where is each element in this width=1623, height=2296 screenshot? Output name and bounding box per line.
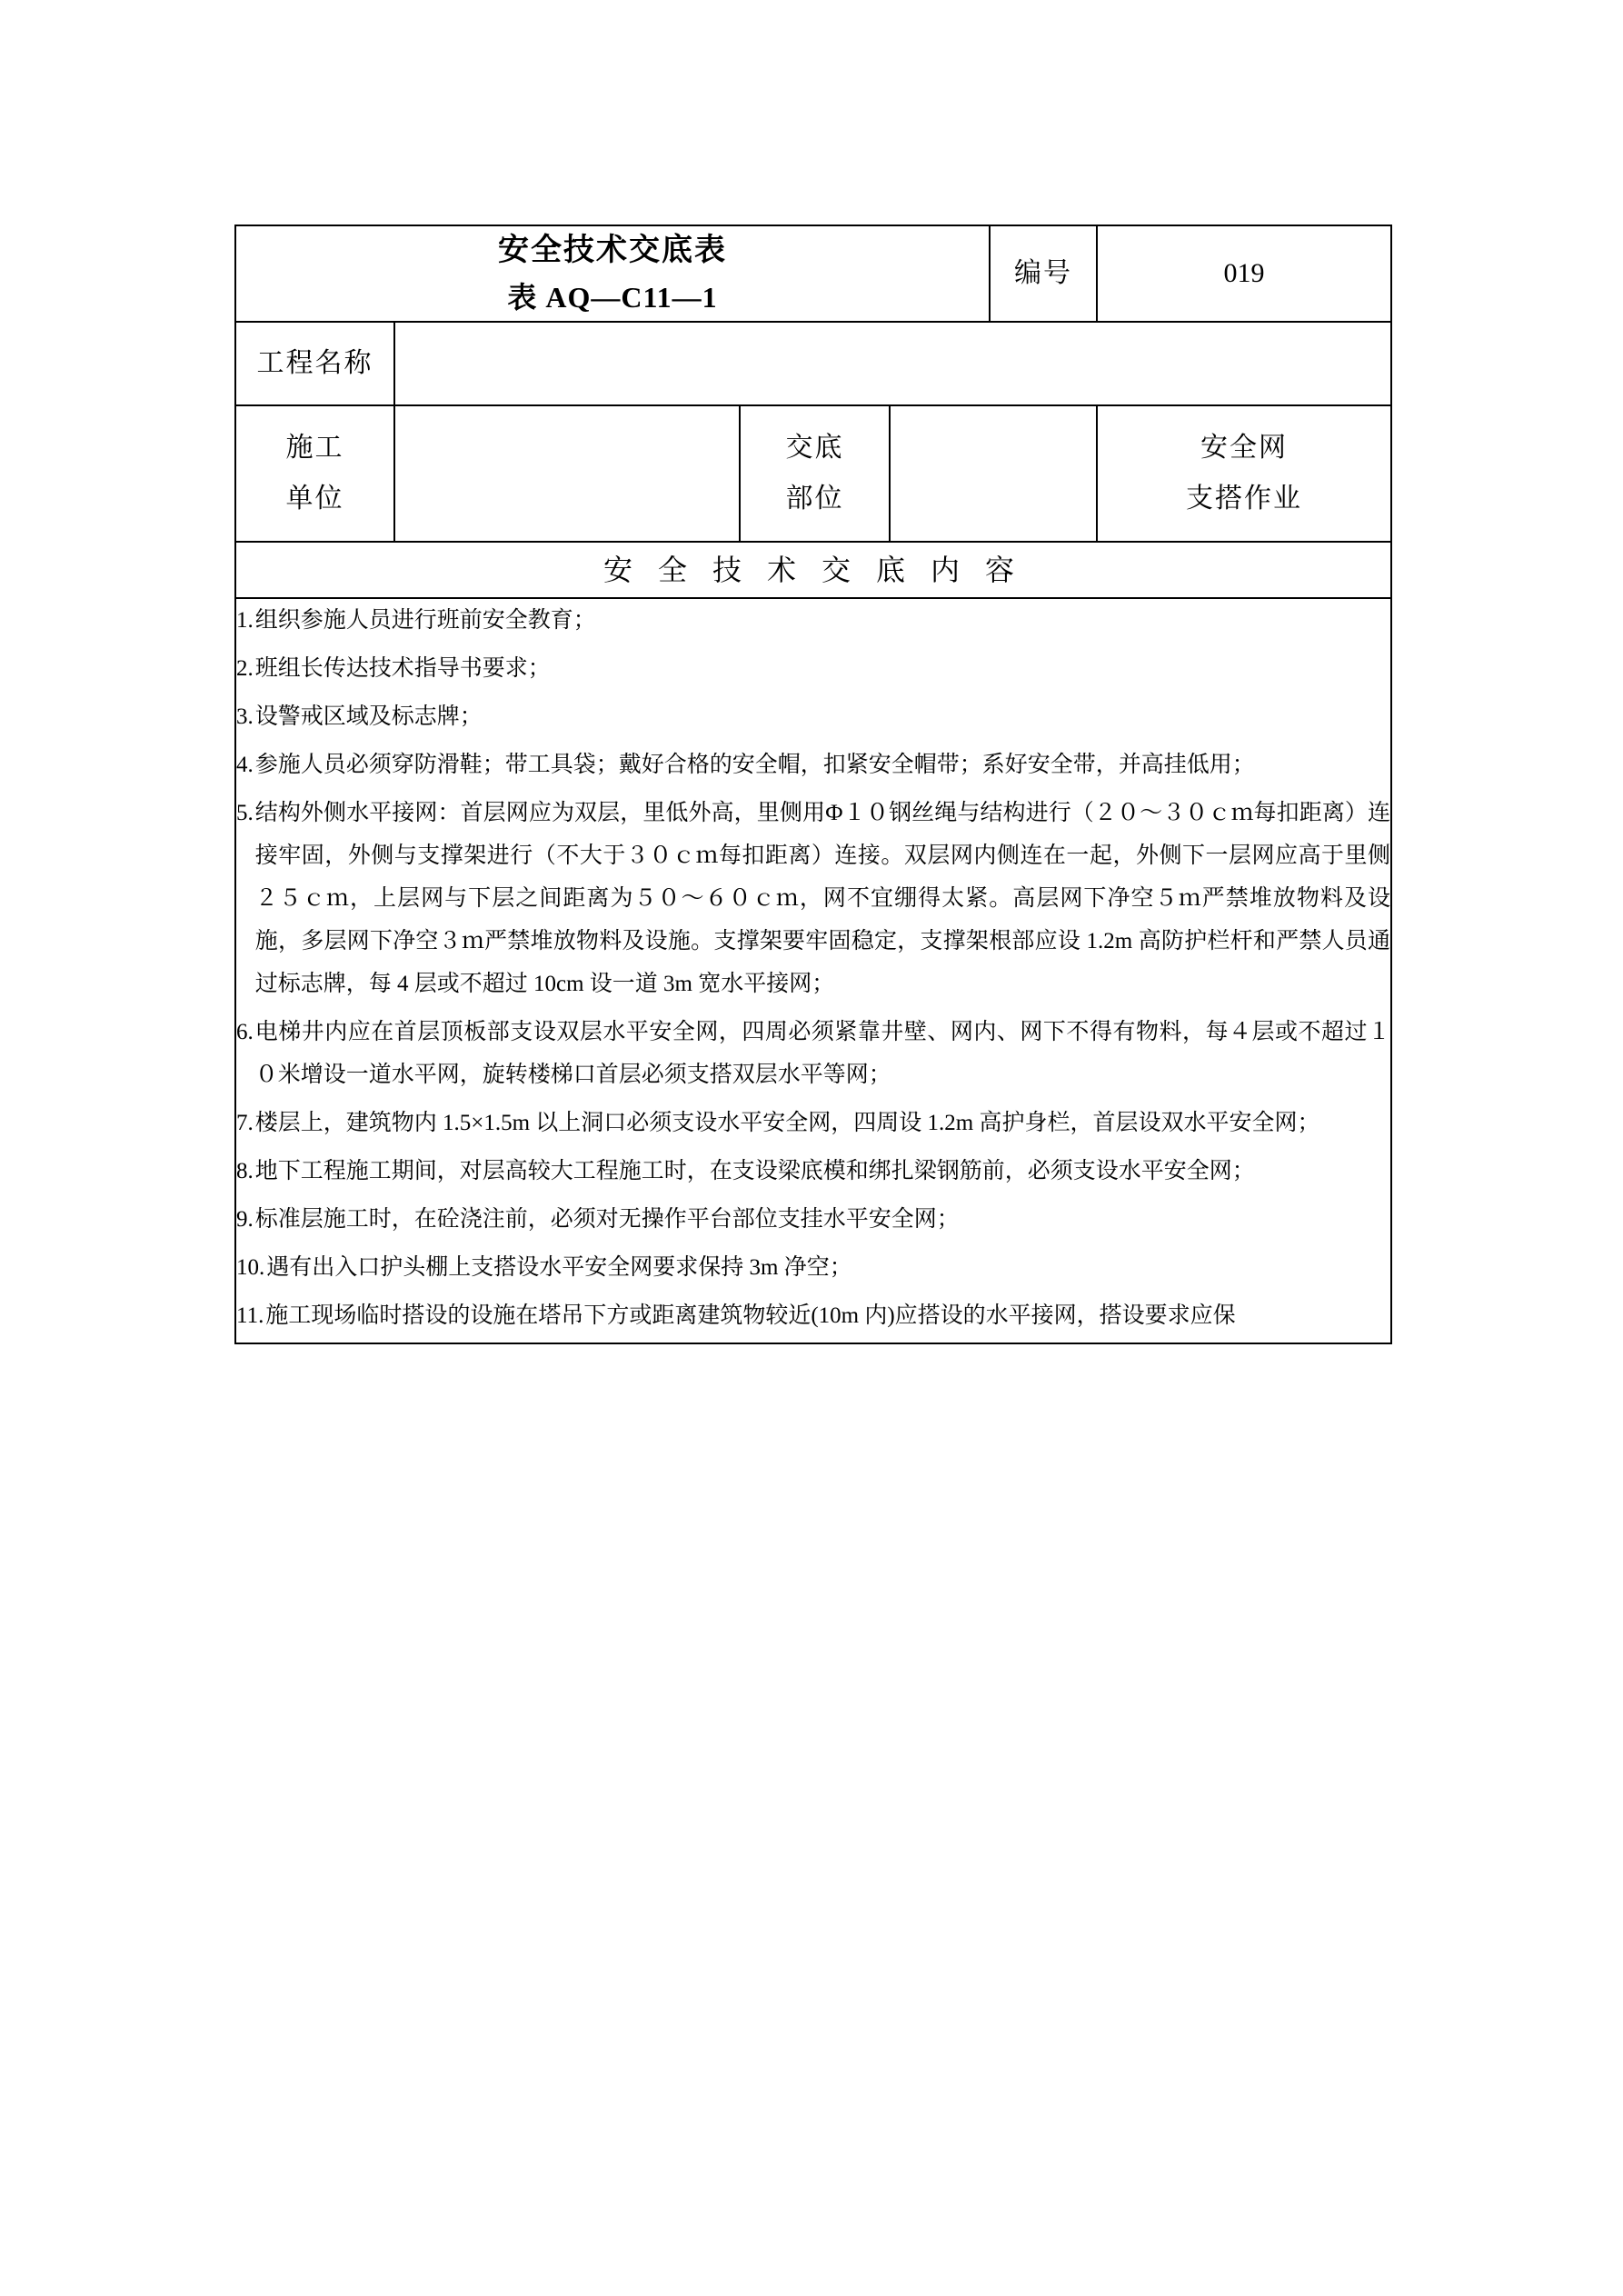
content-item-number: 10. xyxy=(236,1255,265,1280)
content-item-number: 6. xyxy=(236,1020,254,1044)
content-item-text: 遇有出入口护头棚上支搭设水平安全网要求保持 3m 净空； xyxy=(266,1255,852,1280)
content-item xyxy=(236,1246,1390,1289)
content-item-text: 施工现场临时搭设的设施在塔吊下方或距离建筑物较近(10m 内)应搭设的水平接网，搭设要求应保 xyxy=(265,1303,1236,1328)
content-item xyxy=(236,792,1390,1005)
content-item xyxy=(236,1294,1390,1337)
content-item-text: 地下工程施工期间，对层高较大工程施工时，在支设梁底模和绑扎梁钢筋前，必须支设水平安全网； xyxy=(254,1159,1255,1183)
content-item xyxy=(236,1198,1390,1241)
project-row xyxy=(235,322,1391,405)
title-row xyxy=(235,225,1391,322)
content-item-number: 7. xyxy=(236,1111,254,1135)
work-type-value-line2: 支搭作业 xyxy=(1186,484,1303,514)
construction-unit-value[interactable] xyxy=(394,405,740,542)
project-name-label: 工程名称 xyxy=(235,322,394,405)
content-item-text: 楼层上，建筑物内 1.5×1.5m 以上洞口必须支设水平安全网，四周设 1.2m 高护身栏，首层设双水平安全网； xyxy=(254,1111,1320,1135)
content-item-number: 1. xyxy=(236,608,254,633)
content-item-number: 5. xyxy=(236,801,254,825)
form-title-main: 安全技术交底表 xyxy=(498,233,727,267)
content-item-number: 8. xyxy=(236,1159,254,1183)
content-item xyxy=(236,599,1390,642)
content-item-text: 设警戒区域及标志牌； xyxy=(254,704,483,729)
content-item-text: 班组长传达技术指导书要求； xyxy=(254,656,551,681)
disclosure-part-label-line2: 部位 xyxy=(785,484,844,514)
content-item-text: 参施人员必须穿防滑鞋；带工具袋；戴好合格的安全帽，扣紧安全帽带；系好安全带，并高挂低用； xyxy=(254,753,1255,777)
disclosure-part-label xyxy=(740,405,890,542)
work-type-value-line1: 安全网 xyxy=(1200,433,1289,463)
construction-unit-label xyxy=(235,405,394,542)
content-item xyxy=(236,1102,1390,1144)
content-item xyxy=(236,1011,1390,1096)
content-item xyxy=(236,744,1390,786)
safety-disclosure-form xyxy=(234,225,1392,1344)
disclosure-part-label-line1: 交底 xyxy=(785,433,844,463)
content-item-number: 9. xyxy=(236,1207,254,1232)
content-body xyxy=(235,598,1391,1343)
content-item-number: 11. xyxy=(236,1303,264,1328)
content-item-text: 组织参施人员进行班前安全教育； xyxy=(254,608,596,633)
content-item-number: 2. xyxy=(236,656,254,681)
content-item-number: 3. xyxy=(236,704,254,729)
number-value[interactable]: 019 xyxy=(1097,225,1391,322)
unit-row xyxy=(235,405,1391,542)
content-row xyxy=(235,598,1391,1343)
content-item xyxy=(236,1150,1390,1193)
construction-unit-label-line1: 施工 xyxy=(285,433,344,463)
disclosure-part-value[interactable] xyxy=(890,405,1097,542)
project-name-value[interactable] xyxy=(394,322,1391,405)
content-item-text: 电梯井内应在首层顶板部支设双层水平安全网，四周必须紧靠井壁、网内、网下不得有物料，每４层或不超过１０米增设一道水平网，旋转楼梯口首层必须支搭双层水平等网； xyxy=(254,1020,1391,1087)
content-header: 安 全 技 术 交 底 内 容 xyxy=(235,542,1391,598)
content-header-row xyxy=(235,542,1391,598)
content-item-text: 标准层施工时，在砼浇注前，必须对无操作平台部位支挂水平安全网； xyxy=(254,1207,960,1232)
work-type-value[interactable] xyxy=(1097,405,1391,542)
construction-unit-label-line2: 单位 xyxy=(285,484,344,514)
form-title-code: 表 AQ—C11—1 xyxy=(507,281,718,314)
content-item xyxy=(236,647,1390,690)
content-item-text: 结构外侧水平接网：首层网应为双层，里低外高，里侧用Ф１０钢丝绳与结构进行（２０～３０ｃｍ每扣距离）连接牢固，外侧与支撑架进行（不大于３０ｃｍ每扣距离）连接。双层网内侧连在一起，外侧下一层网应高于里侧２５ｃｍ，上层网与下层之间距离为５０～６０ｃｍ，网不宜绷得太紧。高层网下净空５ｍ严禁堆放物料及设施，多层网下净空３ｍ严禁堆放物料及设施。支撑架要牢固稳定，支撑架根部应设 1.2m 高防护栏杆和严禁人员通过标志牌，每 4 层或不超过 10cm 设一道 3m 宽水平接网； xyxy=(254,801,1391,996)
number-label: 编号 xyxy=(990,225,1097,322)
form-title-cell xyxy=(235,225,990,322)
content-item xyxy=(236,695,1390,738)
content-item-number: 4. xyxy=(236,753,254,777)
